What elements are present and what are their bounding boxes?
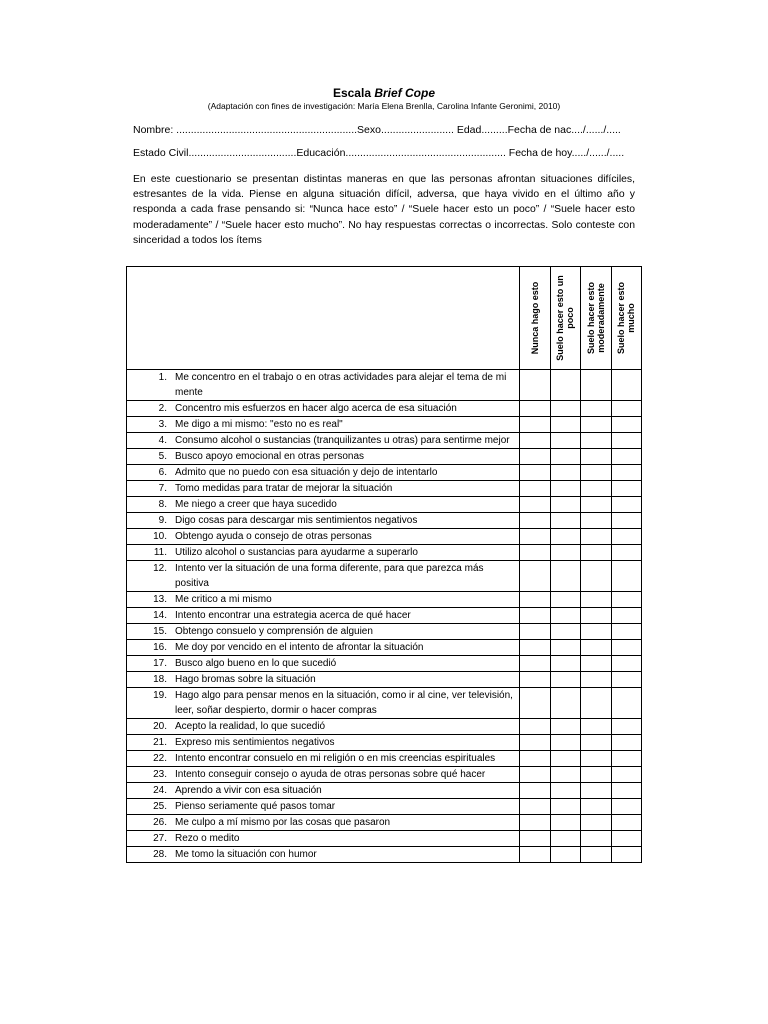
column-never [520,267,550,370]
item-cell [127,624,520,640]
item-content [127,799,519,814]
item-number: 19. [153,690,167,701]
table-row [127,735,642,751]
item-text: Concentro mis esfuerzos en hacer algo acerca de esa situación [175,403,457,414]
answer-cell-never[interactable] [520,433,550,449]
item-text: Expreso mis sentimientos negativos [175,737,335,748]
item-content [127,751,519,766]
item-text: Rezo o medito [175,833,240,844]
answer-cell-never[interactable] [520,592,550,608]
items-body [127,370,642,863]
item-number: 25. [153,801,167,812]
item-cell [127,417,520,433]
table-row [127,799,642,815]
table-row [127,847,642,863]
table-row [127,815,642,831]
answer-cell-moderately[interactable] [581,497,611,513]
item-content [127,592,519,607]
answer-cell-never[interactable] [520,831,550,847]
item-content [127,672,519,687]
answer-cell-a-little[interactable] [550,831,580,847]
item-text: Acepto la realidad, lo que sucedió [175,721,326,732]
answer-cell-a-lot[interactable] [611,815,642,831]
item-text: Obtengo ayuda o consejo de otras personas [175,531,372,542]
item-text: Consumo alcohol o sustancias (tranquilizantes u otras) para sentirme mejor [175,435,510,446]
answer-cell-moderately[interactable] [581,513,611,529]
item-cell [127,497,520,513]
answer-cell-a-little[interactable] [550,433,580,449]
item-cell [127,449,520,465]
personal-data-line-1: Nombre: ..............................................................Sexo......................... Edad.........Fecha de nac..../....../..... [133,124,621,136]
answer-cell-a-little[interactable] [550,465,580,481]
item-text: Digo cosas para descargar mis sentimientos negativos [175,515,418,526]
answer-cell-a-little[interactable] [550,735,580,751]
item-cell [127,688,520,719]
answer-cell-a-little[interactable] [550,545,580,561]
item-cell [127,735,520,751]
item-text: Aprendo a vivir con esa situación [175,785,322,796]
item-text: Pienso seriamente qué pasos tomar [175,801,336,812]
item-cell [127,799,520,815]
answer-cell-never[interactable] [520,465,550,481]
title-emphasis: Brief Cope [374,86,436,100]
item-cell [127,545,520,561]
item-number: 22. [153,753,167,764]
item-content [127,815,519,830]
item-number: 10. [153,531,167,542]
answer-cell-a-little[interactable] [550,529,580,545]
item-number: 1. [158,372,167,383]
item-text: Utilizo alcohol o sustancias para ayudarme a superarlo [175,547,418,558]
answer-cell-a-little[interactable] [550,449,580,465]
item-text: Me niego a creer que haya sucedido [175,499,337,510]
answer-cell-never[interactable] [520,417,550,433]
answer-cell-never[interactable] [520,767,550,783]
item-number: 24. [153,785,167,796]
item-text: Admito que no puedo con esa situación y dejo de intentarlo [175,467,438,478]
answer-cell-a-little[interactable] [550,513,580,529]
item-cell [127,815,520,831]
column-label: Suelo hacer esto un poco [555,275,576,361]
answer-cell-a-lot[interactable] [611,624,642,640]
table-row [127,751,642,767]
item-number: 27. [153,833,167,844]
item-content [127,608,519,623]
answer-cell-never[interactable] [520,497,550,513]
answer-cell-never[interactable] [520,481,550,497]
answer-cell-a-lot[interactable] [611,497,642,513]
table-row [127,401,642,417]
answer-cell-a-lot[interactable] [611,433,642,449]
answer-cell-moderately[interactable] [581,767,611,783]
item-text: Obtengo consuelo y comprensión de alguien [175,626,373,637]
answer-cell-moderately[interactable] [581,417,611,433]
item-number: 4. [158,435,167,446]
answer-cell-a-little[interactable] [550,497,580,513]
item-cell [127,751,520,767]
answer-cell-moderately[interactable] [581,449,611,465]
answer-cell-a-lot[interactable] [611,719,642,735]
answer-cell-a-little[interactable] [550,672,580,688]
answer-cell-a-little[interactable] [550,767,580,783]
table-row [127,608,642,624]
instructions-paragraph: En este cuestionario se presentan distintas maneras en que las personas afrontan situaciones difíciles, estresantes de la vida. Piense en alguna situación difícil, adversa, que haya vivido en el último año y responda a cada frase pensando si: “Nunca hace esto” / “Suele hacer esto un poco” / “Suele hacer esto moderadamente” / “Suele hacer esto mucho”. No hay respuestas correctas o incorrectas. Solo conteste con sinceridad a todos los ítems [133,174,635,246]
item-text: Me tomo la situación con humor [175,849,317,860]
header-empty-cell [127,267,520,370]
answer-cell-a-lot[interactable] [611,751,642,767]
item-content [127,497,519,512]
answer-cell-never[interactable] [520,513,550,529]
answer-cell-moderately[interactable] [581,608,611,624]
item-content [127,719,519,734]
item-content [127,449,519,464]
answer-cell-a-lot[interactable] [611,767,642,783]
answer-cell-a-little[interactable] [550,751,580,767]
answer-cell-moderately[interactable] [581,831,611,847]
answer-cell-a-lot[interactable] [611,513,642,529]
answer-cell-moderately[interactable] [581,719,611,735]
answer-cell-a-lot[interactable] [611,370,642,401]
item-content [127,481,519,496]
item-text: Hago algo para pensar menos en la situación, como ir al cine, ver televisión, leer, soñar despierto, dormir o hacer compras [175,690,513,716]
item-content [127,767,519,782]
answer-cell-a-lot[interactable] [611,847,642,863]
table-header-row [127,267,642,370]
item-cell [127,640,520,656]
answer-cell-never[interactable] [520,545,550,561]
answer-cell-a-little[interactable] [550,688,580,719]
table-row [127,497,642,513]
answer-cell-a-lot[interactable] [611,783,642,799]
answer-cell-a-lot[interactable] [611,672,642,688]
item-cell [127,433,520,449]
answer-cell-a-lot[interactable] [611,481,642,497]
answer-cell-moderately[interactable] [581,545,611,561]
item-text: Busco apoyo emocional en otras personas [175,451,365,462]
brief-cope-table [126,266,642,863]
answer-cell-never[interactable] [520,370,550,401]
answer-cell-moderately[interactable] [581,847,611,863]
item-cell [127,608,520,624]
item-content [127,513,519,528]
answer-cell-never[interactable] [520,529,550,545]
answer-cell-a-little[interactable] [550,481,580,497]
item-number: 23. [153,769,167,780]
answer-cell-never[interactable] [520,656,550,672]
item-text: Intento encontrar una estrategia acerca de qué hacer [175,610,411,621]
item-cell [127,719,520,735]
answer-cell-moderately[interactable] [581,815,611,831]
table-row [127,719,642,735]
item-content [127,465,519,480]
answer-cell-a-little[interactable] [550,608,580,624]
item-cell [127,656,520,672]
answer-cell-moderately[interactable] [581,592,611,608]
item-number: 14. [153,610,167,621]
table-row [127,513,642,529]
answer-cell-moderately[interactable] [581,624,611,640]
answer-cell-never[interactable] [520,719,550,735]
answer-cell-a-lot[interactable] [611,799,642,815]
item-cell [127,401,520,417]
answer-cell-moderately[interactable] [581,481,611,497]
item-cell [127,513,520,529]
answer-cell-a-little[interactable] [550,624,580,640]
table-row [127,529,642,545]
answer-cell-moderately[interactable] [581,672,611,688]
answer-cell-never[interactable] [520,624,550,640]
table-row [127,370,642,401]
item-cell [127,592,520,608]
column-a-little [550,267,580,370]
answer-cell-a-lot[interactable] [611,529,642,545]
item-text: Hago bromas sobre la situación [175,674,316,685]
item-number: 3. [158,419,167,430]
item-content [127,401,519,416]
item-text: Me critico a mi mismo [175,594,272,605]
item-number: 9. [158,515,167,526]
column-label: Suelo hacer esto mucho [616,281,637,355]
answer-cell-moderately[interactable] [581,401,611,417]
item-cell [127,831,520,847]
item-content [127,370,519,400]
answer-cell-moderately[interactable] [581,751,611,767]
answer-cell-moderately[interactable] [581,783,611,799]
item-content [127,561,519,591]
item-number: 8. [158,499,167,510]
table-row [127,831,642,847]
answer-cell-never[interactable] [520,449,550,465]
item-cell [127,529,520,545]
table-row [127,640,642,656]
item-content [127,831,519,846]
answer-cell-a-little[interactable] [550,799,580,815]
item-number: 7. [158,483,167,494]
item-cell [127,465,520,481]
answer-cell-never[interactable] [520,799,550,815]
answer-cell-a-lot[interactable] [611,640,642,656]
answer-cell-moderately[interactable] [581,370,611,401]
table-row [127,688,642,719]
answer-cell-a-little[interactable] [550,783,580,799]
answer-cell-never[interactable] [520,751,550,767]
answer-cell-never[interactable] [520,735,550,751]
item-number: 11. [153,547,167,558]
item-content [127,735,519,750]
item-content [127,783,519,798]
answer-cell-never[interactable] [520,401,550,417]
item-number: 6. [158,467,167,478]
item-cell [127,561,520,592]
answer-cell-a-lot[interactable] [611,545,642,561]
item-cell [127,370,520,401]
table-row [127,433,642,449]
item-cell [127,767,520,783]
item-content [127,545,519,560]
item-content [127,688,519,718]
item-text: Me digo a mi mismo: "esto no es real" [175,419,343,430]
personal-data-line-2: Estado Civil.....................................Educación....................................................... Fecha de hoy...../....../..... [133,147,625,159]
item-number: 5. [158,451,167,462]
answer-cell-a-lot[interactable] [611,592,642,608]
item-number: 12. [153,563,167,574]
column-label: Nunca hago esto [529,281,540,355]
answer-cell-never[interactable] [520,672,550,688]
answer-cell-moderately[interactable] [581,799,611,815]
column-label: Suelo hacer esto moderadamente [585,281,606,355]
answer-cell-moderately[interactable] [581,433,611,449]
table-row [127,624,642,640]
answer-cell-a-lot[interactable] [611,417,642,433]
answer-cell-moderately[interactable] [581,688,611,719]
item-number: 15. [153,626,167,637]
answer-cell-a-lot[interactable] [611,465,642,481]
answer-cell-moderately[interactable] [581,656,611,672]
item-text: Intento conseguir consejo o ayuda de otras personas sobre qué hacer [175,769,486,780]
answer-cell-moderately[interactable] [581,561,611,592]
answer-cell-a-lot[interactable] [611,831,642,847]
item-text: Busco algo bueno en lo que sucedió [175,658,337,669]
item-cell [127,672,520,688]
answer-cell-a-little[interactable] [550,847,580,863]
table-row [127,465,642,481]
table-row [127,767,642,783]
item-content [127,417,519,432]
table-row [127,417,642,433]
answer-cell-never[interactable] [520,608,550,624]
item-cell [127,847,520,863]
answer-cell-moderately[interactable] [581,640,611,656]
column-a-lot [611,267,642,370]
answer-cell-never[interactable] [520,815,550,831]
table-row [127,449,642,465]
item-number: 28. [153,849,167,860]
answer-cell-never[interactable] [520,847,550,863]
answer-cell-a-lot[interactable] [611,688,642,719]
answer-cell-moderately[interactable] [581,465,611,481]
item-content [127,656,519,671]
answer-cell-a-lot[interactable] [611,656,642,672]
item-number: 18. [153,674,167,685]
table-row [127,545,642,561]
item-content [127,433,519,448]
item-cell [127,783,520,799]
column-moderately [581,267,611,370]
answer-cell-a-lot[interactable] [611,608,642,624]
answer-cell-a-little[interactable] [550,370,580,401]
item-text: Intento ver la situación de una forma diferente, para que parezca más positiva [175,563,484,589]
item-text: Me doy por vencido en el intento de afrontar la situación [175,642,424,653]
answer-cell-a-lot[interactable] [611,449,642,465]
item-number: 20. [153,721,167,732]
answer-cell-moderately[interactable] [581,529,611,545]
answer-cell-a-lot[interactable] [611,735,642,751]
answer-cell-moderately[interactable] [581,735,611,751]
item-number: 17. [153,658,167,669]
table-row [127,481,642,497]
page-title [0,86,768,100]
title-prefix: Escala [332,86,371,100]
answer-cell-a-little[interactable] [550,561,580,592]
item-content [127,529,519,544]
answer-cell-never[interactable] [520,783,550,799]
answer-cell-a-little[interactable] [550,640,580,656]
table-row [127,672,642,688]
item-content [127,640,519,655]
item-number: 16. [153,642,167,653]
item-text: Me culpo a mí mismo por las cosas que pasaron [175,817,391,828]
answer-cell-a-little[interactable] [550,656,580,672]
item-content [127,624,519,639]
answer-cell-never[interactable] [520,561,550,592]
answer-cell-a-little[interactable] [550,417,580,433]
answer-cell-a-little[interactable] [550,401,580,417]
answer-cell-a-lot[interactable] [611,401,642,417]
item-content [127,847,519,862]
answer-cell-never[interactable] [520,640,550,656]
item-number: 26. [153,817,167,828]
table-row [127,656,642,672]
item-cell [127,481,520,497]
item-number: 2. [158,403,167,414]
item-text: Tomo medidas para tratar de mejorar la situación [175,483,393,494]
answer-cell-never[interactable] [520,688,550,719]
answer-cell-a-little[interactable] [550,815,580,831]
answer-cell-a-lot[interactable] [611,561,642,592]
table-row [127,783,642,799]
item-text: Intento encontrar consuelo en mi religión o en mis creencias espirituales [175,753,496,764]
table-row [127,561,642,592]
answer-cell-a-little[interactable] [550,592,580,608]
answer-cell-a-little[interactable] [550,719,580,735]
page-subtitle: (Adaptación con fines de investigación: María Elena Brenlla, Carolina Infante Geronimi, 2010) [207,101,561,111]
item-text: Me concentro en el trabajo o en otras actividades para alejar el tema de mi mente [175,372,507,398]
item-number: 13. [153,594,167,605]
item-number: 21. [153,737,167,748]
table-row [127,592,642,608]
